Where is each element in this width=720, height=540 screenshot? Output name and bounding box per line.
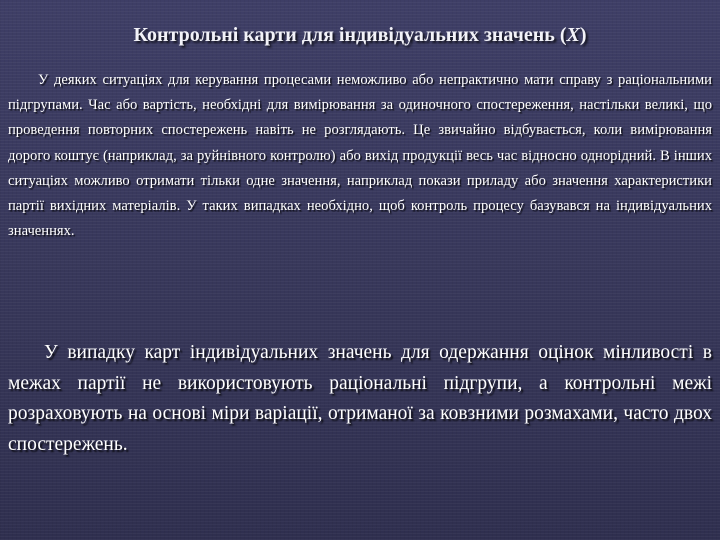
slide-title-text: Контрольні карти для індивідуальних значень (	[133, 24, 567, 46]
slide-title-variable: X	[566, 24, 580, 46]
slide-title-close: )	[579, 24, 587, 46]
slide-title	[0, 24, 720, 47]
paragraph-control-limits: У випадку карт індивідуальних значень для одержання оцінок мінливості в межах партії не використовують раціональні підгрупи, а контрольні межі розраховують на основі міри варіації, отриманої за ковзними розмахами, часто двох спостережень.	[8, 342, 712, 455]
paragraph-individual-values-intro: У деяких ситуаціях для керування процесами неможливо або непрактично мати справу з раціональними підгрупами. Час або вартість, необхідні для вимірювання за одиночного спостереження, настільки великі, що проведення повторних спостережень навіть не розглядають. Це звичайно відбувається, коли вимірювання дорого коштує (наприклад, за руйнівного контролю) або вихід продукції весь час відносно однорідний. В інших ситуаціях можливо отримати тільки одне значення, наприклад покази приладу або значення характеристики партії вихідних матеріалів. У таких випадках необхідно, щоб контроль процесу базувався на індивідуальних значеннях.	[8, 72, 712, 240]
